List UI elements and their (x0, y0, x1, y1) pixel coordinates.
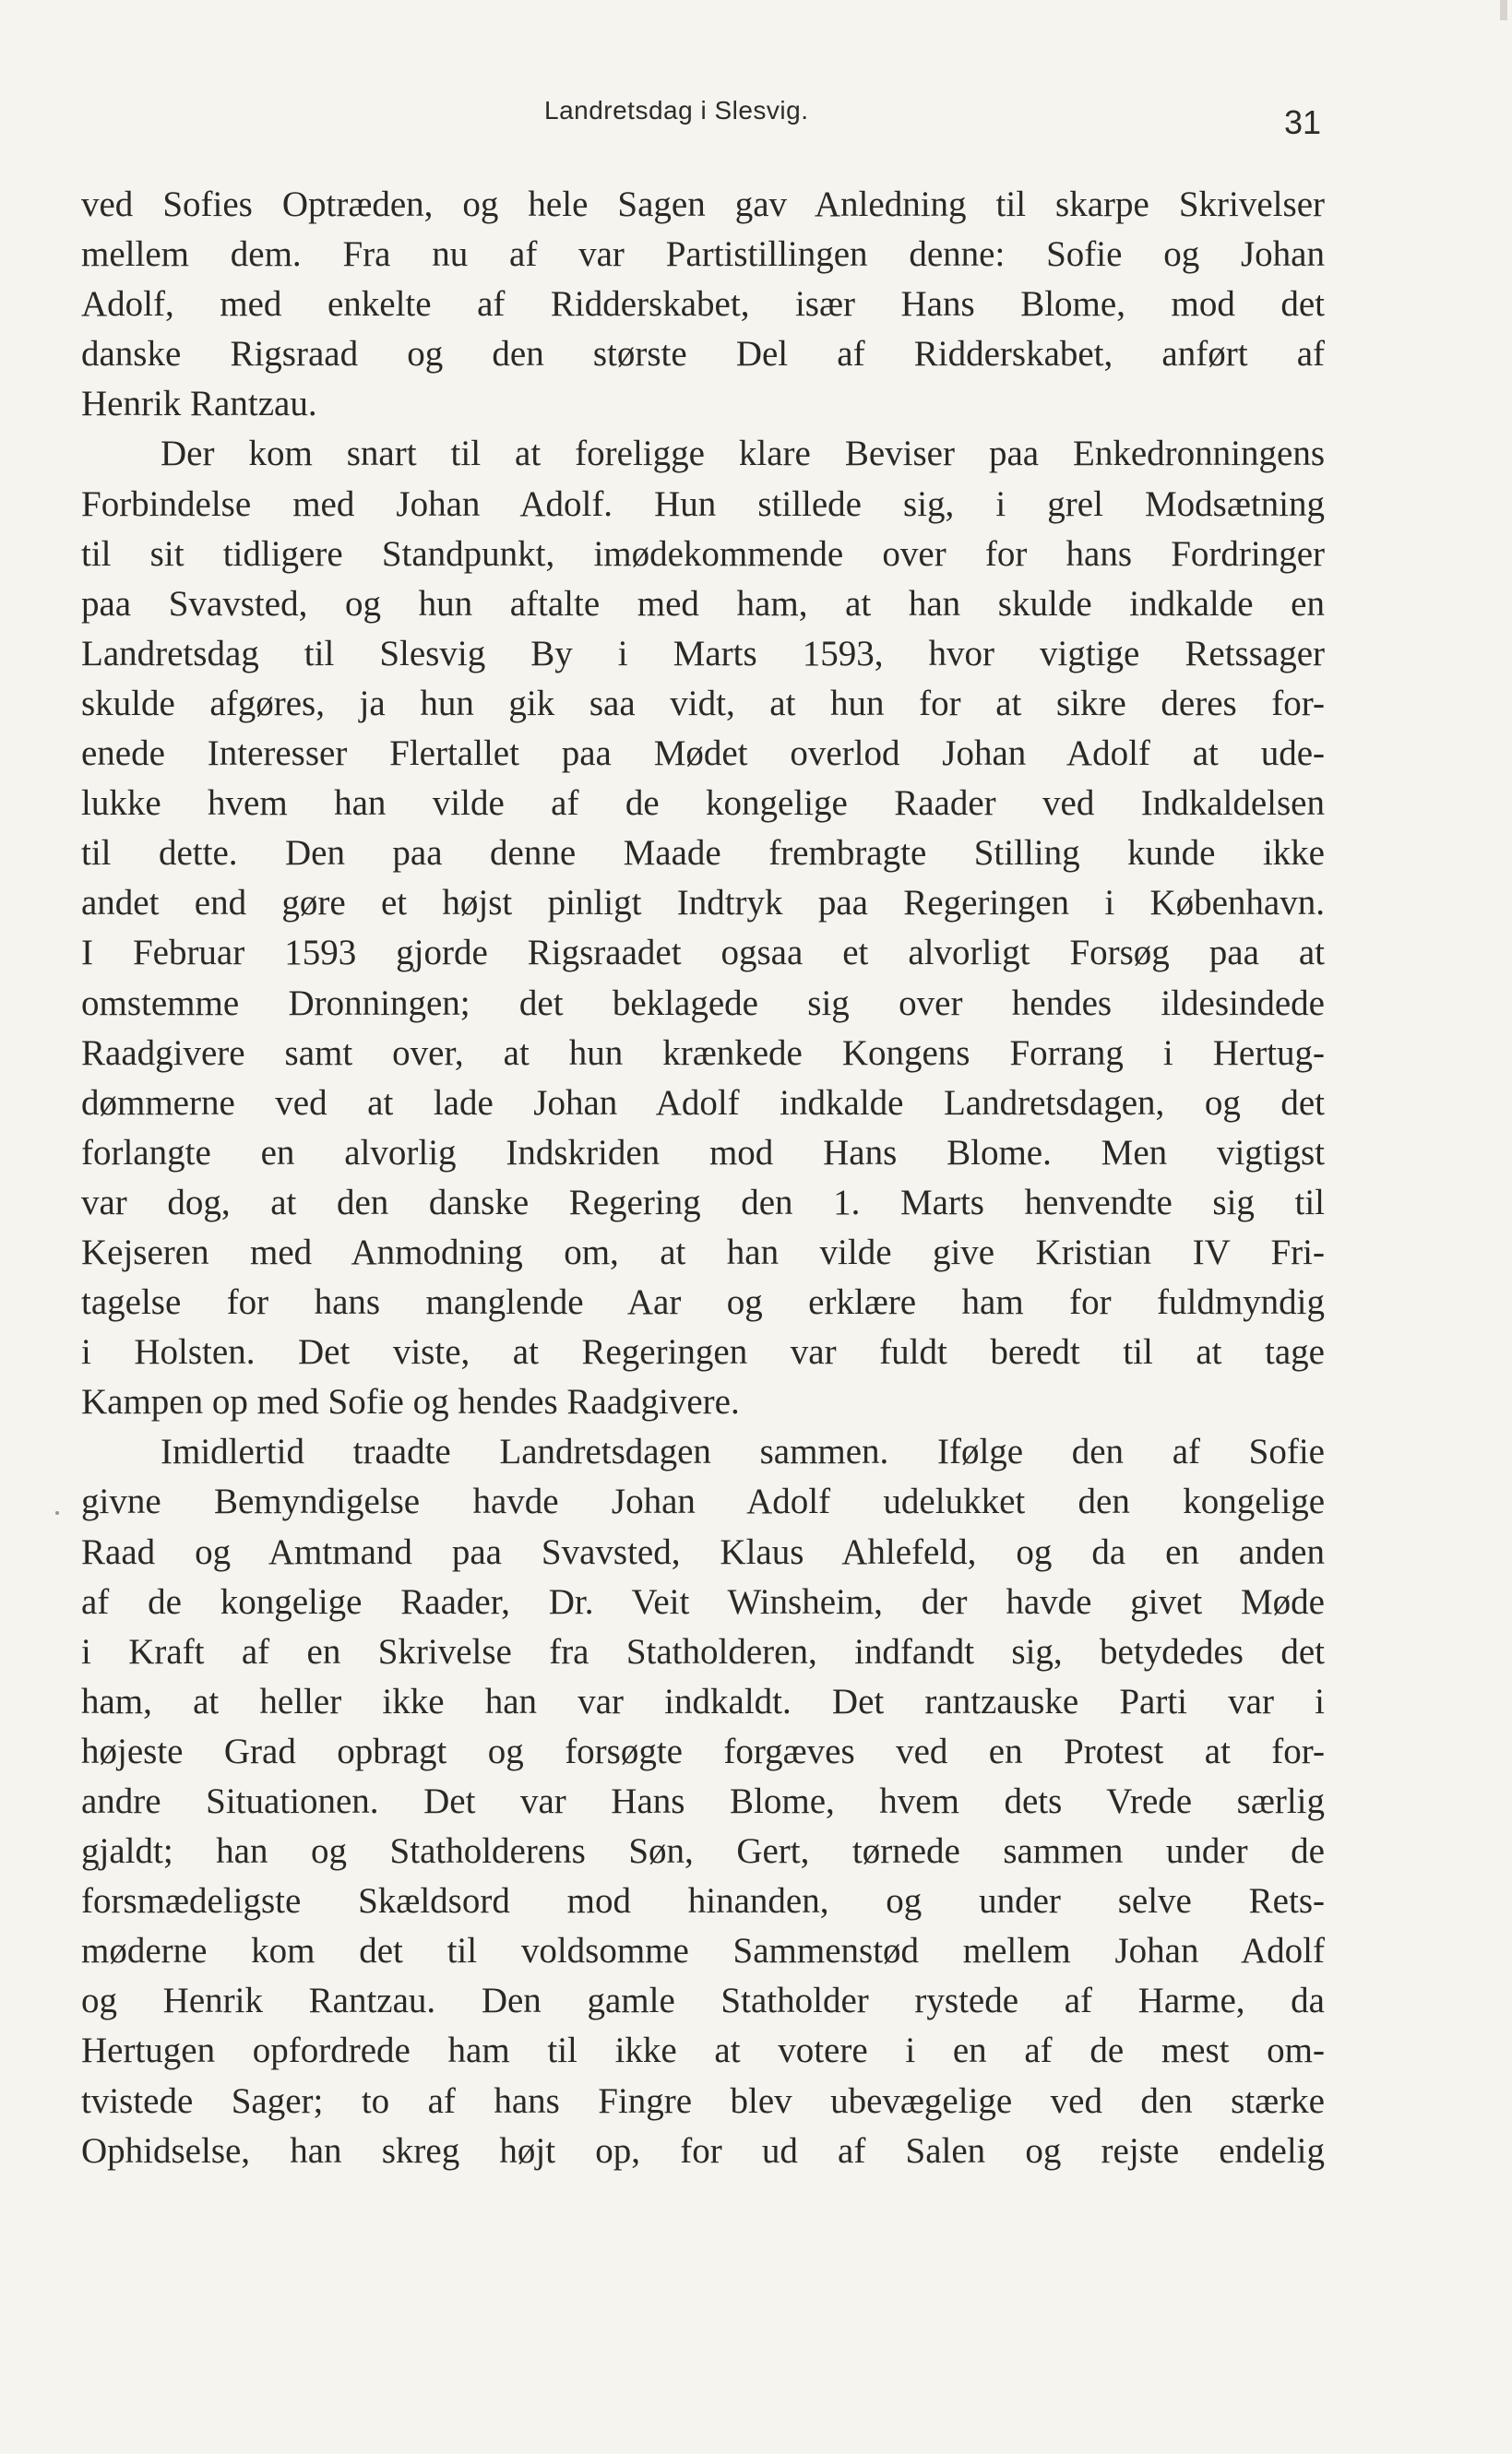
text-line: omstemme Dronningen; det beklagede sig over hendes ildesindede (81, 983, 1325, 1023)
text-line: Raadgivere samt over, at hun krænkede Kongens Forrang i Hertug- (81, 1032, 1325, 1073)
text-line: mellem dem. Fra nu af var Partistillingen denne: Sofie og Johan (81, 234, 1325, 275)
page-edge-mark (1500, 0, 1507, 20)
text-line: ham, at heller ikke han var indkaldt. Det rantzauske Parti var i (81, 1681, 1325, 1721)
body-text (81, 180, 1325, 2176)
text-line: Ophidselse, han skreg højt op, for ud af Salen og rejste endelig (81, 2130, 1325, 2171)
text-line: givne Bemyndigelse havde Johan Adolf udelukket den kongelige (81, 1482, 1325, 1522)
text-line: andre Situationen. Det var Hans Blome, hvem dets Vrede særlig (81, 1781, 1325, 1821)
text-line: dømmerne ved at lade Johan Adolf indkalde Landretsdagen, og det (81, 1082, 1325, 1123)
text-line: i Holsten. Det viste, at Regeringen var fuldt beredt til at tage (81, 1332, 1325, 1373)
text-line: Kejseren med Anmodning om, at han vilde give Kristian IV Fri- (81, 1232, 1325, 1272)
text-line: gjaldt; han og Statholderens Søn, Gert, tørnede sammen under de (81, 1831, 1325, 1872)
text-line: møderne kom det til voldsomme Sammenstød mellem Johan Adolf (81, 1931, 1325, 1972)
text-line: enede Interesser Flertallet paa Mødet overlod Johan Adolf at ude- (81, 733, 1325, 774)
text-line: danske Rigsraad og den største Del af Ridderskabet, anført af (81, 334, 1325, 375)
text-line: Der kom snart til at foreligge klare Beviser paa Enkedronningens (161, 434, 1325, 474)
text-line: i Kraft af en Skrivelse fra Statholderen, indfandt sig, betydedes det (81, 1631, 1325, 1672)
text-line: lukke hvem han vilde af de kongelige Raader ved Indkaldelsen (81, 783, 1325, 824)
text-line: Adolf, med enkelte af Ridderskabet, især Hans Blome, mod det (81, 284, 1325, 325)
running-head: Landretsdag i Slesvig. (544, 96, 809, 125)
text-line: andet end gøre et højst pinligt Indtryk paa Regeringen i København. (81, 883, 1325, 923)
page-number: 31 (1284, 103, 1322, 141)
text-line: var dog, at den danske Regering den 1. Marts henvendte sig til (81, 1182, 1325, 1222)
margin-mark (55, 1511, 59, 1515)
text-line: Henrik Rantzau. (81, 384, 317, 424)
text-line: Landretsdag til Slesvig By i Marts 1593, hvor vigtige Retssager (81, 633, 1325, 673)
text-line: I Februar 1593 gjorde Rigsraadet ogsaa et alvorligt Forsøg paa at (81, 933, 1325, 973)
text-line: Raad og Amtmand paa Svavsted, Klaus Ahlefeld, og da en anden (81, 1531, 1325, 1572)
text-line: forsmædeligste Skældsord mod hinanden, og under selve Rets- (81, 1881, 1325, 1922)
text-line: ved Sofies Optræden, og hele Sagen gav Anledning til skarpe Skrivelser (81, 185, 1325, 224)
text-line: forlangte en alvorlig Indskriden mod Hans Blome. Men vigtigst (81, 1132, 1325, 1173)
text-line: Hertugen opfordrede ham til ikke at votere i en af de mest om- (81, 2031, 1325, 2071)
text-line: Kampen op med Sofie og hendes Raadgivere. (81, 1382, 740, 1423)
text-line: skulde afgøres, ja hun gik saa vidt, at hun for at sikre deres for- (81, 683, 1325, 723)
text-line: og Henrik Rantzau. Den gamle Statholder rystede af Harme, da (81, 1981, 1325, 2021)
text-line: til sit tidligere Standpunkt, imødekommende over for hans Fordringer (81, 533, 1325, 574)
text-line: tagelse for hans manglende Aar og erklære ham for fuldmyndig (81, 1282, 1325, 1323)
text-line: Imidlertid traadte Landretsdagen sammen. Ifølge den af Sofie (161, 1432, 1325, 1472)
text-line: højeste Grad opbragt og forsøgte forgæves ved en Protest at for- (81, 1731, 1325, 1771)
text-line: paa Svavsted, og hun aftalte med ham, at han skulde indkalde en (81, 583, 1325, 624)
text-line: af de kongelige Raader, Dr. Veit Winsheim, der havde givet Møde (81, 1581, 1325, 1622)
text-line: Forbindelse med Johan Adolf. Hun stillede sig, i grel Modsætning (81, 483, 1325, 524)
text-line: tvistede Sager; to af hans Fingre blev ubevægelige ved den stærke (81, 2080, 1325, 2121)
text-line: til dette. Den paa denne Maade frembragte Stilling kunde ikke (81, 833, 1325, 874)
